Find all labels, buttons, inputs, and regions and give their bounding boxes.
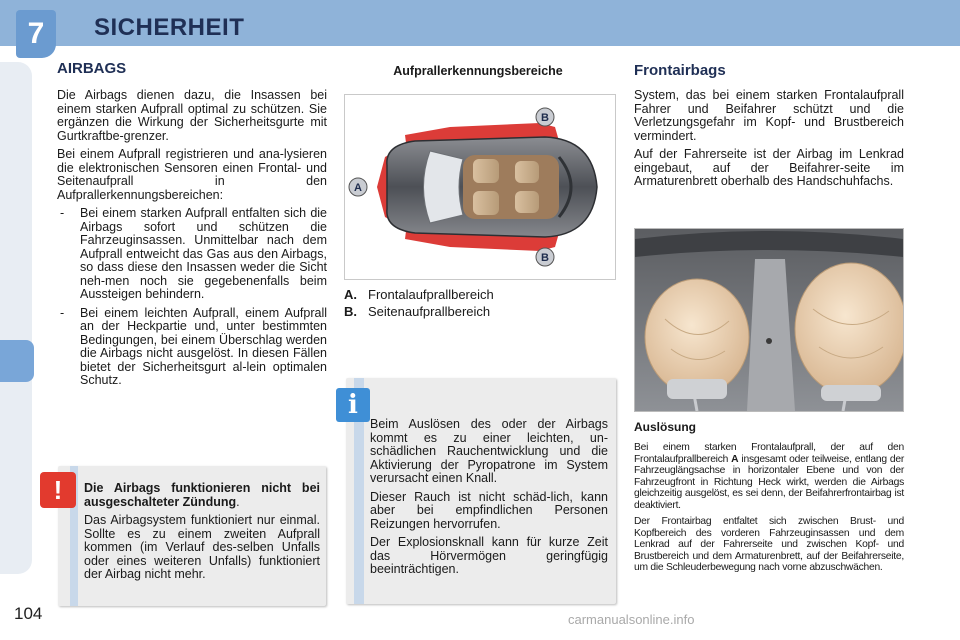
section-title: SICHERHEIT [94, 14, 245, 41]
windscreen [424, 151, 464, 223]
airbags-svg [635, 229, 903, 411]
deployment-para: Bei einem starken Frontalaufprall, der auf den Frontalaufprallbereich A insgesamt oder teilweise, entlang der Fahrzeuglängsachse in horizontaler Ebene und von der Fahrzeugfront in Richtung Heck wirkt, werden die Airbags gleichzeitig ausgelöst, es sei denn, der Beifahrerfrontairbag ist deaktiviert. [634, 442, 905, 511]
deployment-section [634, 420, 904, 579]
warning-para: Das Airbagsystem funktioniert nur einmal. Sollte es zu einem zweiten Aufprall kommen (im Verlauf des-selben Unfalls oder eines weiteren Unfalls) funktioniert der Airbag nicht mehr. [84, 513, 320, 581]
airbags-intro: Die Airbags dienen dazu, die Insassen bei einem starken Aufprall optimal zu schützen. Sie ergänzen die Wirkung der Sicherheitsgurte mit Gurtkraftbe-grenzer. [57, 88, 327, 143]
deployment-heading: Auslösung [634, 420, 696, 434]
warning-icon: ! [40, 472, 76, 508]
warning-bold-end: . [236, 494, 240, 509]
page-number: 104 [14, 604, 43, 623]
info-para: Dieser Rauch ist nicht schäd-lich, kann aber bei empfindlichen Personen Reizungen hervorrufen. [370, 489, 608, 531]
info-para: Beim Auslösen des oder der Airbags kommt es zu einer leichten, un-schädlichen Rauchentwicklung und die Aktivierung der Pyropatrone im System verursacht einen Knall. [370, 417, 608, 485]
warning-text [84, 482, 320, 587]
label-a: A [354, 182, 362, 194]
footer-watermark: carmanualsonline.info [568, 612, 695, 627]
chapter-tabs [0, 62, 32, 574]
rear-seat-left [515, 161, 539, 183]
detection-zones-heading: Aufprallerkennungsbereiche [393, 64, 563, 78]
frontairbags-para: System, das bei einem starken Frontalaufprall Fahrer und Beifahrer schützt und die Verletzungsgefahr im Kopf- und Brustbereich vermindert. [634, 88, 904, 143]
legend-row: B. Seitenaufprallbereich [344, 304, 491, 319]
list-item: - Bei einem leichten Aufprall, einem Aufprall an der Heckpartie und, unter bestimmten Bedingungen, bei einem Überschlag werden die Airbags nicht ausgelöst. In diesen Fällen bietet der Sicherheitsgurt al-lein optimalen Schutz. [57, 307, 327, 388]
chapter-number: 7 [16, 10, 56, 58]
airbags-heading: AIRBAGS [57, 60, 127, 77]
warning-bold: Die Airbags funktionieren nicht bei ausgeschalteter Zündung [84, 481, 320, 509]
deployed-airbags-image [634, 228, 904, 412]
airbags-list [57, 207, 327, 388]
front-seat-left [473, 159, 499, 183]
label-b-top: B [541, 112, 549, 124]
chapter-tab-active[interactable] [0, 340, 34, 382]
info-text [370, 418, 608, 582]
rear-seat-right [515, 191, 539, 213]
frontairbags-section [634, 62, 904, 194]
frontairbags-heading: Frontairbags [634, 62, 726, 79]
legend-row: A. Frontalaufprallbereich [344, 287, 494, 302]
front-seat-right [473, 191, 499, 215]
deployment-para: Der Frontairbag entfaltet sich zwischen Brust- und Kopfbereich des vorderen Fahrzeuginsassen und dem Lenkrad auf der Fahrerseite und zwischen Kopf- und Brustbereich und dem Armaturenbrett, auf der Beifahrerseite, um die Schleuderbewegung nach vorne abzuschwächen. [634, 516, 904, 573]
list-item: - Bei einem starken Aufprall entfalten sich die Airbags sofort und schützen die Fahrzeuginsassen. Unmittelbar nach dem Aufprall entweicht das Gas aus den Airbags, so dass diese den Insassen weder die Sicht neh-men noch sie gegebenenfalls beim Aussteigen behindern. [57, 207, 327, 302]
car-topview-figure [344, 94, 616, 280]
airbags-sensor-text: Bei einem Aufprall registrieren und ana-lysieren die elektronischen Sensoren einen Frontal- und Seitenaufprall in den Aufprallerkennungsbereichen: [57, 147, 327, 202]
info-icon: i [336, 388, 370, 422]
airbags-section [57, 60, 327, 393]
zones-legend [344, 286, 494, 320]
info-para: Der Explosionsknall kann für kurze Zeit das Hörvermögen geringfügig beeinträchtigen. [370, 535, 608, 576]
frontairbags-para: Auf der Fahrerseite ist der Airbag im Lenkrad eingebaut, auf der Beifahrer-seite im Armaturenbrett oberhalb des Handschuhfachs. [634, 147, 904, 188]
car-topview-svg [345, 95, 615, 279]
label-b-bottom: B [541, 252, 549, 264]
